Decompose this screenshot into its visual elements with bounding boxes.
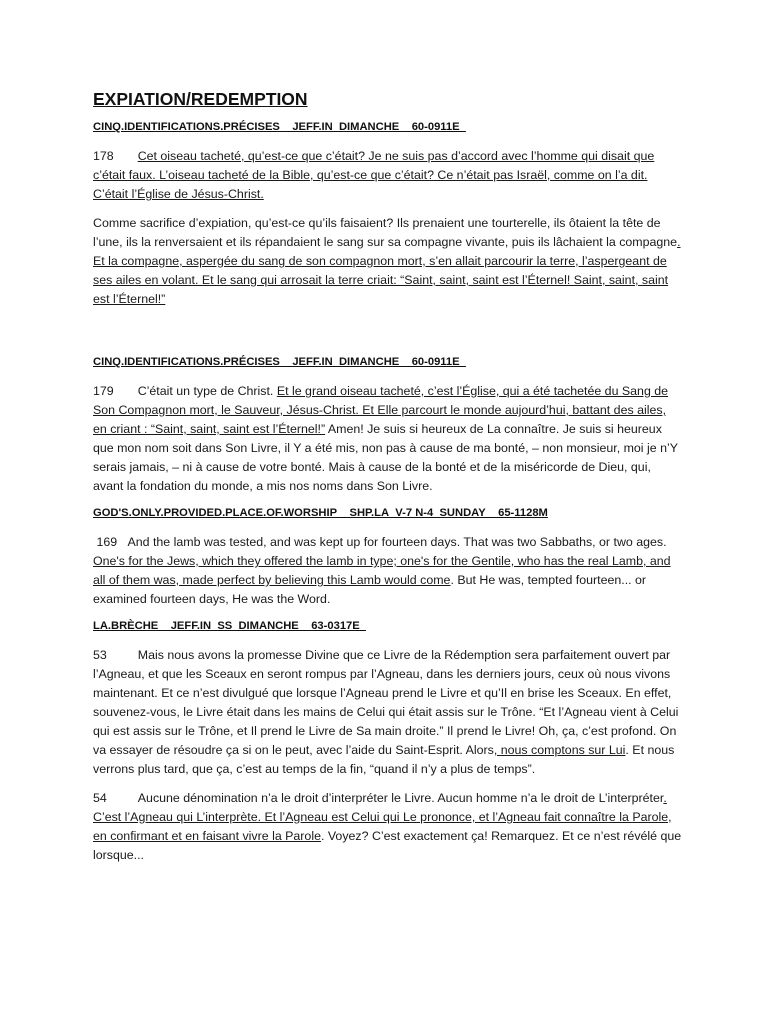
paragraph-expiation [93,214,683,309]
paragraph-number: 178 [93,149,114,163]
plain-text: . But He was, tempted fourteen... or examined fourteen days, He was the Word. [93,573,647,606]
paragraph-179 [93,382,683,496]
paragraph-178 [93,147,683,204]
paragraph-54 [93,789,683,865]
plain-text: And the lamb was tested, and was kept up for fourteen days. That was two Sabbaths, or two ages. [127,535,667,549]
underlined-text: . Et la compagne, aspergée du sang de son compagnon mort, s’en allait parcourir la terre, l’aspergeant de ses ailes en volant. Et le sang qui arrosait la terre criait: “Saint, saint, saint est l’Éternel! Saint, saint, saint est l’Éternel!” [93,235,681,306]
document-page [93,88,683,875]
section-heading: LA.BRÈCHE__JEFF.IN_SS_DIMANCHE__63-0317E_ [93,620,366,632]
underlined-text: Et le grand oiseau tacheté, c’est l’Église, qui a été tachetée du Sang de Son Compagnon mort, le Sauveur, Jésus-Christ. Et Elle parcourt le monde aujourd’hui, battant des ailes, en criant : “Saint, saint, saint est l’Éternel!” [93,384,669,436]
paragraph-169 [93,533,683,609]
plain-text: Mais nous avons la promesse Divine que ce Livre de la Rédemption sera parfaitement ouvert par l’Agneau, et que les Sceaux en seront rompus par l’Agneau, dans les derniers jours, ceux où nous vivons maintenant. Et ce n’est divulgué que lorsque l’Agneau prend le Livre et qu’Il en brise les Sceaux. En effet, souvenez-vous, le Livre était dans les mains de Celui qui était assis sur le Trône. “Et l’Agneau vient à Celui qui est assis sur le Trône, et Il prend le Livre de Sa main droite.” Il prend le Livre! Oh, ça, c’est profond. On va essayer de résoudre ça si on le peut, avec l’aide du Saint-Esprit. Alors [93,648,679,757]
underlined-text: , nous comptons sur Lui [493,743,626,757]
plain-text: Comme sacrifice d’expiation, qu’est-ce qu’ils faisaient? Ils prenaient une tourterelle, ils ôtaient la tête de l’une, ils la renversaient et ils répandaient le sang sur sa compagne vivante, puis ils lâchaient la compagne [93,216,678,249]
plain-text: . Et nous verrons plus tard, que ça, c’est au temps de la fin, “quand il n’y a plus de temps”. [93,743,675,776]
plain-text: Aucune dénomination n’a le droit d’interpréter le Livre. Aucun homme n’a le droit de L’interpréter [137,791,664,805]
paragraph-number: 54 [93,791,107,805]
underlined-text: . C’est l’Agneau qui L’interprète. Et l’Agneau est Celui qui Le prononce, et l’Agneau fait connaître la Parole, en confirmant et en faisant vivre la Parole [93,791,672,843]
paragraph-53 [93,646,683,779]
paragraph-number: 169 [96,535,118,549]
plain-text: C’était un type de Christ. [137,384,277,398]
underlined-text: One's for the Jews, which they offered the lamb in type; one's for the Gentile, who has the real Lamb, and all of them was, made perfect by believing this Lamb would come [93,554,671,587]
plain-text: Amen! Je suis si heureux de La connaître. Je suis si heureux que mon nom soit dans Son Livre, il Y a été mis, non pas à cause de ma bonté, – non monsieur, moi je n’Y serais jamais, – ni à cause de votre bonté. Mais à cause de la bonté et de la miséricorde de Dieu, qui, avant la fondation du monde, a mis nos noms dans Son Livre. [93,422,678,493]
section-heading: GOD'S.ONLY.PROVIDED.PLACE.OF.WORSHIP__SHP.LA_V-7 N-4_SUNDAY__65-1128M [93,507,548,519]
paragraph-number: 179 [93,384,114,398]
paragraph-number: 53 [93,648,107,662]
underlined-text: Cet oiseau tacheté, qu’est-ce que c’était? Je ne suis pas d’accord avec l’homme qui disait que c’était faux. L’oiseau tacheté de la Bible, qu’est-ce que c’était? Ce n’était pas Israël, comme on l’a dit. C’était l’Église de Jésus-Christ. [93,149,655,201]
plain-text: . Voyez? C’est exactement ça! Remarquez. Et ce n’est révélé que lorsque... [93,829,682,862]
document-title: EXPIATION/REDEMPTION [93,89,308,109]
section-heading: CINQ.IDENTIFICATIONS.PRÉCISES__JEFF.IN_DIMANCHE__60-0911E_ [93,356,466,368]
section-heading: CINQ.IDENTIFICATIONS.PRÉCISES__JEFF.IN_DIMANCHE__60-0911E_ [93,121,466,133]
